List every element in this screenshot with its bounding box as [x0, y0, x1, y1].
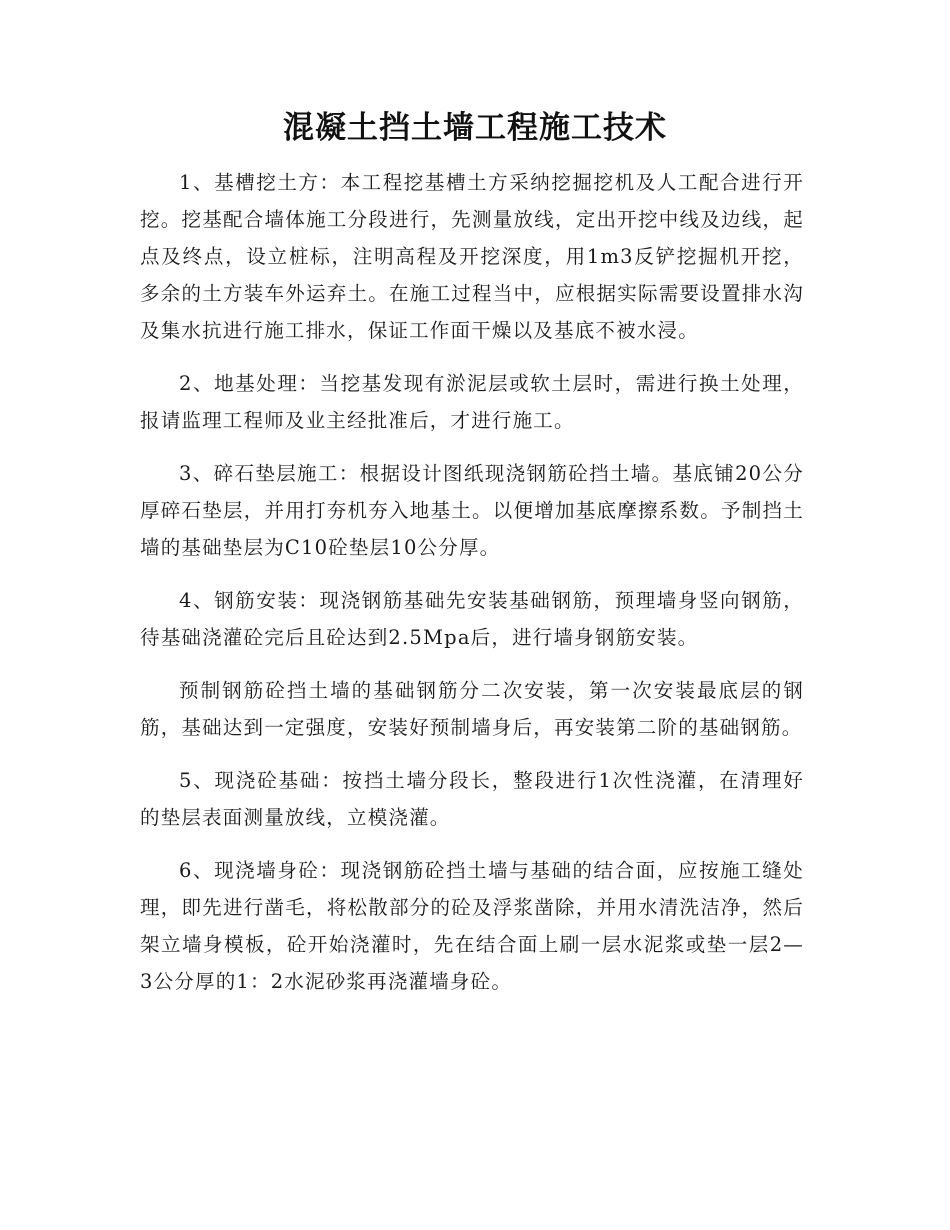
paragraph-foundation-treatment: 2、地基处理：当挖基发现有淤泥层或软土层时，需进行换土处理，报请监理工程师及业主经批准后，才进行施工。 — [140, 372, 804, 432]
paragraph-precast-rebar: 预制钢筋砼挡土墙的基础钢筋分二次安装，第一次安装最底层的钢筋，基础达到一定强度，安装好预制墙身后，再安装第二阶的基础钢筋。 — [140, 679, 804, 739]
document-body — [140, 164, 804, 1016]
paragraph-excavation: 1、基槽挖土方：本工程挖基槽土方采纳挖掘挖机及人工配合进行开挖。挖基配合墙体施工分段进行，先测量放线，定出开挖中线及边线，起点及终点，设立桩标，注明高程及开挖深度，用1m3反铲挖掘机开挖，多余的土方装车外运弃土。在施工过程当中，应根据实际需要设置排水沟及集水抗进行施工排水，保证工作面干燥以及基底不被水浸。 — [140, 171, 804, 342]
paragraph-gravel-cushion: 3、碎石垫层施工：根据设计图纸现浇钢筋砼挡土墙。基底铺20公分厚碎石垫层，并用打夯机夯入地基土。以便增加基底摩擦系数。予制挡土墙的基础垫层为C10砼垫层10公分厚。 — [140, 462, 804, 559]
paragraph-cast-foundation: 5、现浇砼基础：按挡土墙分段长，整段进行1次性浇灌，在清理好的垫层表面测量放线，立模浇灌。 — [140, 769, 804, 829]
paragraph-rebar-installation: 4、钢筋安装：现浇钢筋基础先安装基础钢筋，预理墙身竖向钢筋，待基础浇灌砼完后且砼达到2.5Mpa后，进行墙身钢筋安装。 — [140, 589, 804, 649]
paragraph-cast-wall: 6、现浇墙身砼：现浇钢筋砼挡土墙与基础的结合面，应按施工缝处理，即先进行凿毛，将松散部分的砼及浮浆凿除，并用水清洗洁净，然后架立墙身模板，砼开始浇灌时，先在结合面上刷一层水泥浆或垫一层2—3公分厚的1：2水泥砂浆再浇灌墙身砼。 — [140, 859, 804, 993]
document-title: 混凝土挡土墙工程施工技术 — [283, 110, 667, 146]
